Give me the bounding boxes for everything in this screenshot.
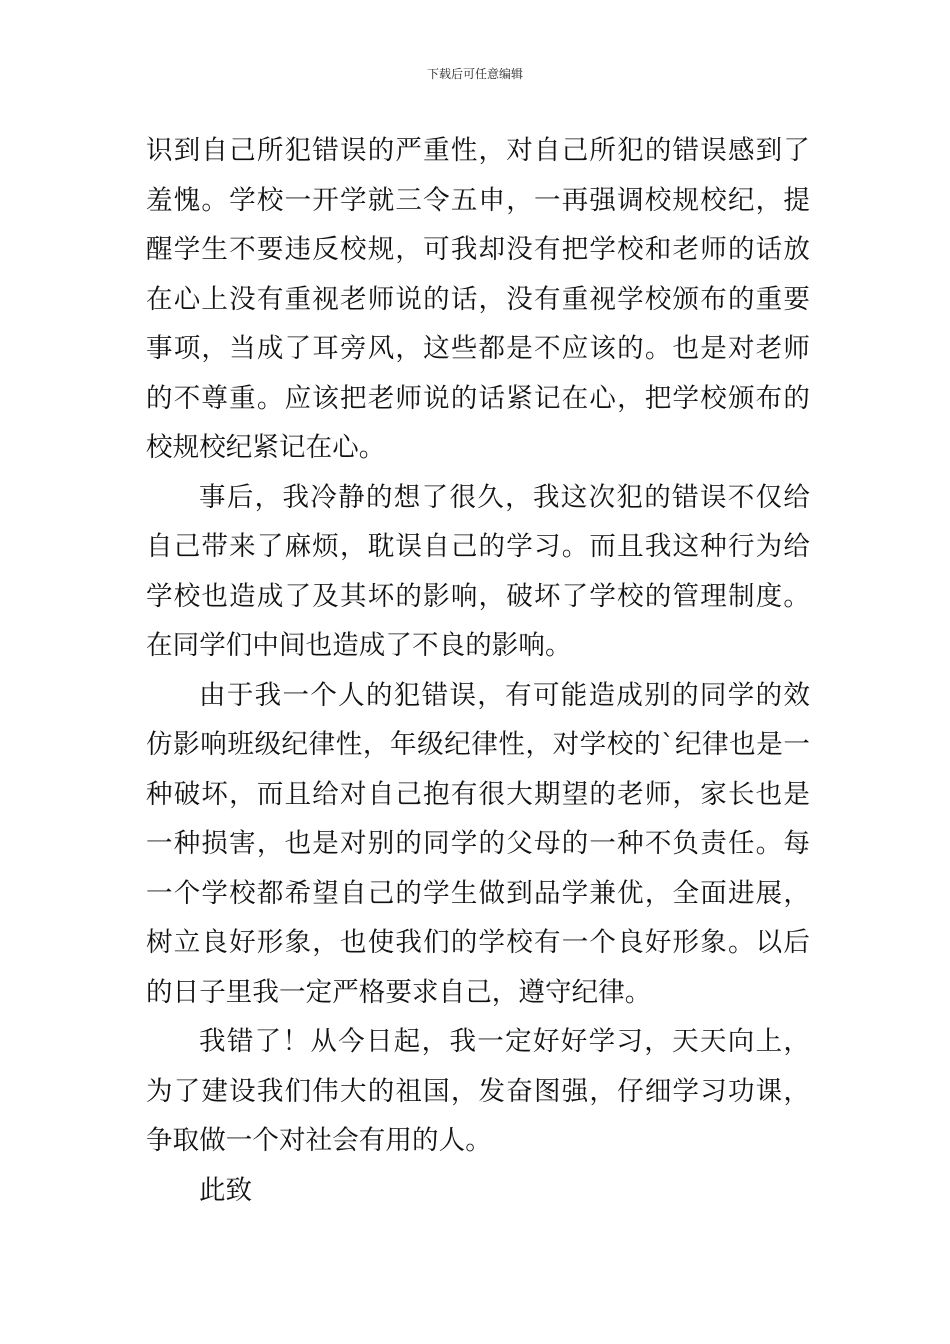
paragraph-continued: 识到自己所犯错误的严重性，对自己所犯的错误感到了羞愧。学校一开学就三令五申，一再强调校规校纪，提醒学生不要违反校规，可我却没有把学校和老师的话放在心上没有重视老师说的话，没有重视学校颁布的重要事项，当成了耳旁风，这些都是不应该的。也是对老师的不尊重。应该把老师说的话紧记在心，把学校颁布的校规校纪紧记在心。 [146, 135, 810, 463]
closing-salutation: 此致 [199, 1174, 252, 1206]
page-header-note: 下载后可任意编辑 [426, 67, 523, 81]
paragraph: 事后，我冷静的想了很久，我这次犯的错误不仅给自己带来了麻烦，耽误自己的学习。而且我这种行为给学校也造成了及其坏的影响，破坏了学校的管理制度。在同学们中间也造成了不良的影响。 [146, 481, 810, 661]
document-body [146, 126, 810, 1215]
paragraph: 我错了！从今日起，我一定好好学习，天天向上，为了建设我们伟大的祖国，发奋图强，仔细学习功课，争取做一个对社会有用的人。 [146, 1026, 810, 1156]
paragraph: 由于我一个人的犯错误，有可能造成别的同学的效仿影响班级纪律性，年级纪律性，对学校的`纪律也是一种破坏，而且给对自己抱有很大期望的老师，家长也是一种损害，也是对别的同学的父母的一种不负责任。每一个学校都希望自己的学生做到品学兼优，全面进展，树立良好形象，也使我们的学校有一个良好形象。以后的日子里我一定严格要求自己，遵守纪律。 [146, 679, 810, 1008]
